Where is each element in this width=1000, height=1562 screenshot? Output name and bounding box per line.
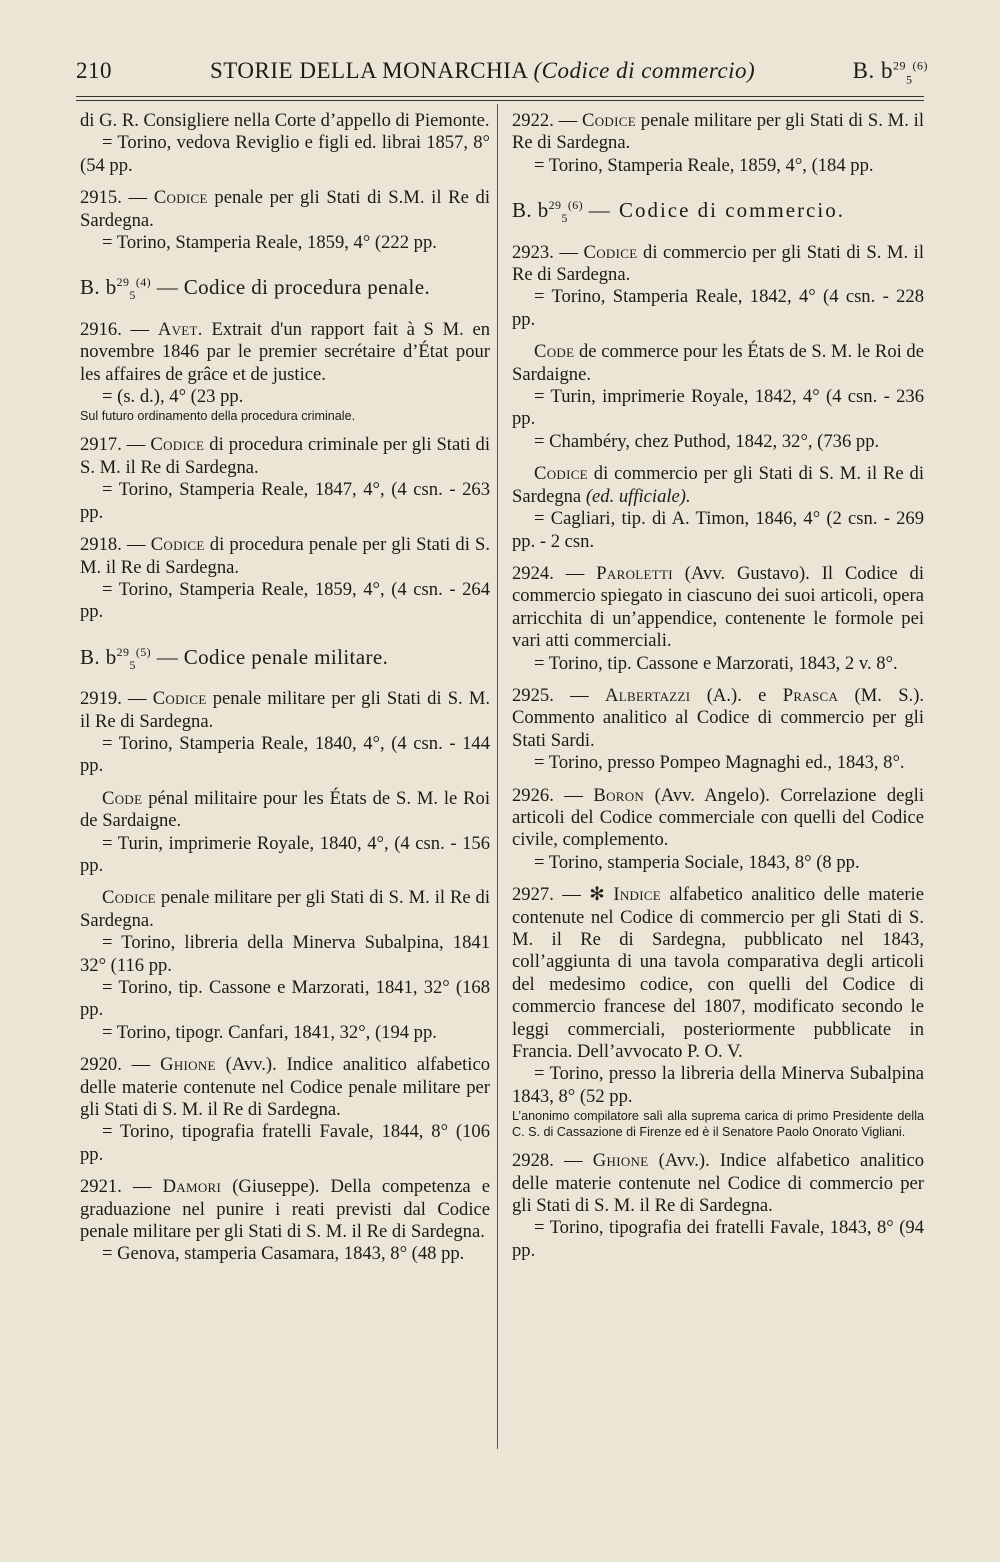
entry-2924: 2924. — Paroletti (Avv. Gustavo). Il Codice di commercio spiegato in ciascuno dei suoi articoli, opera arricchita di un’appendice, contenente le formole pei vari atti commerciali. = Torino, tip. Cassone e Marzorati, 1843, 2 v. 8°. [512,562,925,674]
section-heading-procedura-penale: B. $b^{29}_5^{(4)}$ — Codice di procedura penale. [80,275,431,303]
running-title: STORIE DELLA MONARCHIA (Codice di commercio) [210,58,756,83]
entry-2917: 2917. — Codice di procedura criminale per gli Stati di S. M. il Re di Sardegna. = Torino, Stamperia Reale, 1847, 4°, (4 csn. - 263 pp. [80,434,490,523]
header-rule [76,96,924,97]
entry-note: Sul futuro ordinamento della procedura criminale. [80,409,356,424]
entry-2916: 2916. — Avet. Extrait d'un rapport fait à S M. en novembre 1846 par le premier secrétaire d’État pour les affaires de grâce et de justice. = (s. d.), 4° (23 pp. Sul futuro ordinamento della procedura criminale. [80,318,491,424]
left-column [80,110,490,1276]
entry-2925: 2925. — Albertazzi (A.). e Prasca (M. S.). Commento analitico al Codice di commercio per gli Stati Sardi. = Torino, presso Pompeo Magnaghi ed., 1843, 8°. [512,684,925,774]
section-heading-commercio: B. $b^{29}_5^{(6)}$ — Codice di commercio. [512,198,845,226]
entry-continued: di G. R. Consigliere nella Corte d’appello di Piemonte. = Torino, vedova Reviglio e figli ed. librai 1857, 8° (54 pp. [80,110,490,176]
entry-2919: 2919. — Codice penale militare per gli Stati di S. M. il Re di Sardegna. = Torino, Stamperia Reale, 1840, 4°, (4 csn. - 144 pp. Code pénal militaire pour les États de S. M. le Roi de Sardaigne. = Turin, imprimerie Royale, 1840, 4°, (4 csn. - 156 pp. Codice penale militare per gli Stati di S. M. il Re di Sardegna. = Torino, libreria della Minerva Subalpina, 1841 32° (116 pp. = Torino, tip. Cassone e Marzorati, 1841, 32° (168 pp. = Torino, tipogr. Canfari, 1841, 32°, (194 pp. [80,688,491,1043]
entry-2923: 2923. — Codice di commercio per gli Stati di S. M. il Re di Sardegna. = Torino, Stamperia Reale, 1842, 4° (4 csn. - 228 pp. Code de commerce pour les États de S. M. le Roi de Sardaigne. = Turin, imprimerie Royale, 1842, 4° (4 csn. - 236 pp. = Chambéry, chez Puthod, 1842, 32°, (736 pp. Codice di commercio per gli Stati di S. M. il Re di Sardegna (ed. ufficiale). = Cagliari, tip. di A. Timon, 1846, 4° (2 csn. - 269 pp. - 2 csn. [512,241,924,552]
entry-2921: 2921. — Damori (Giuseppe). Della competenza e graduazione nel punire i reati previsti dal Codice penale militare per gli Stati di S. M. il Re di Sardegna. = Genova, stamperia Casamara, 1843, 8° (48 pp. [80,1176,490,1265]
header-rule-double [76,100,924,101]
entry-2928: 2928. — Ghione (Avv.). Indice alfabetico analitico delle materie contenute nel Codice di commercio per gli Stati di S. M. il Re di Sardegna. = Torino, tipografia dei fratelli Favale, 1843, 8° (94 pp. [512,1150,925,1261]
entry-2927: 2927. — ✻ Indice alfabetico analitico delle materie contenute nel Codice di commercio per gli Stati di S. M. il Re di Sardegna, pubblicato nel 1843, coll’aggiunta di una tavola comparativa degli articoli del medesimo codice, con quelli del Codice di commercio francese del 1807, modificato secondo le leggi commerciali, posteriormente pubblicate in Francia. Dell’avvocato P. O. V. = Torino, presso la libreria della Minerva Subalpina 1843, 8° (52 pp. L’anonimo compilatore salì alla suprema carica di primo Presidente della C. S. di Cassazione di Firenze ed è il Senatore Paolo Onorato Vigliani. [512,884,924,1140]
running-subtitle: (Codice di commercio) [533,58,756,83]
column-divider [497,104,498,1449]
entry-note: L’anonimo compilatore salì alla suprema carica di primo Presidente della C. S. di Cassazione di Firenze ed è il Senatore Paolo Onorato Vigliani. [512,1109,924,1140]
right-column [512,110,924,1272]
section-heading-penale-militare: B. $b^{29}_5^{(5)}$ — Codice penale militare. [80,644,389,672]
asterisk-icon: — ✻ [562,884,605,906]
page-number: 210 [76,58,112,83]
entry-2922: 2922. — Codice penale militare per gli Stati di S. M. il Re di Sardegna. = Torino, Stamperia Reale, 1859, 4°, (184 pp. [512,110,924,176]
entry-2920: 2920. — Ghione (Avv.). Indice analitico alfabetico delle materie contenute nel Codice penale militare per gli Stati di S. M. il Re di Sardegna. = Torino, tipografia fratelli Favale, 1844, 8° (106 pp. [80,1054,491,1165]
running-header [76,58,928,92]
entry-2918: 2918. — Codice di procedura penale per gli Stati di S. M. il Re di Sardegna. = Torino, Stamperia Reale, 1859, 4°, (4 csn. - 264 pp. [80,534,490,623]
entry-2915: 2915. — Codice penale per gli Stati di S.M. il Re di Sardegna. = Torino, Stamperia Reale, 1859, 4° (222 pp. [80,187,490,254]
entry-2926: 2926. — Boron (Avv. Angelo). Correlazione degli articoli del Codice commerciale con quelli del Codice civile, complemento. = Torino, stamperia Sociale, 1843, 8° (8 pp. [512,784,925,873]
section-signature: B. $b^{29}_5^{(6)}$ [852,58,928,87]
